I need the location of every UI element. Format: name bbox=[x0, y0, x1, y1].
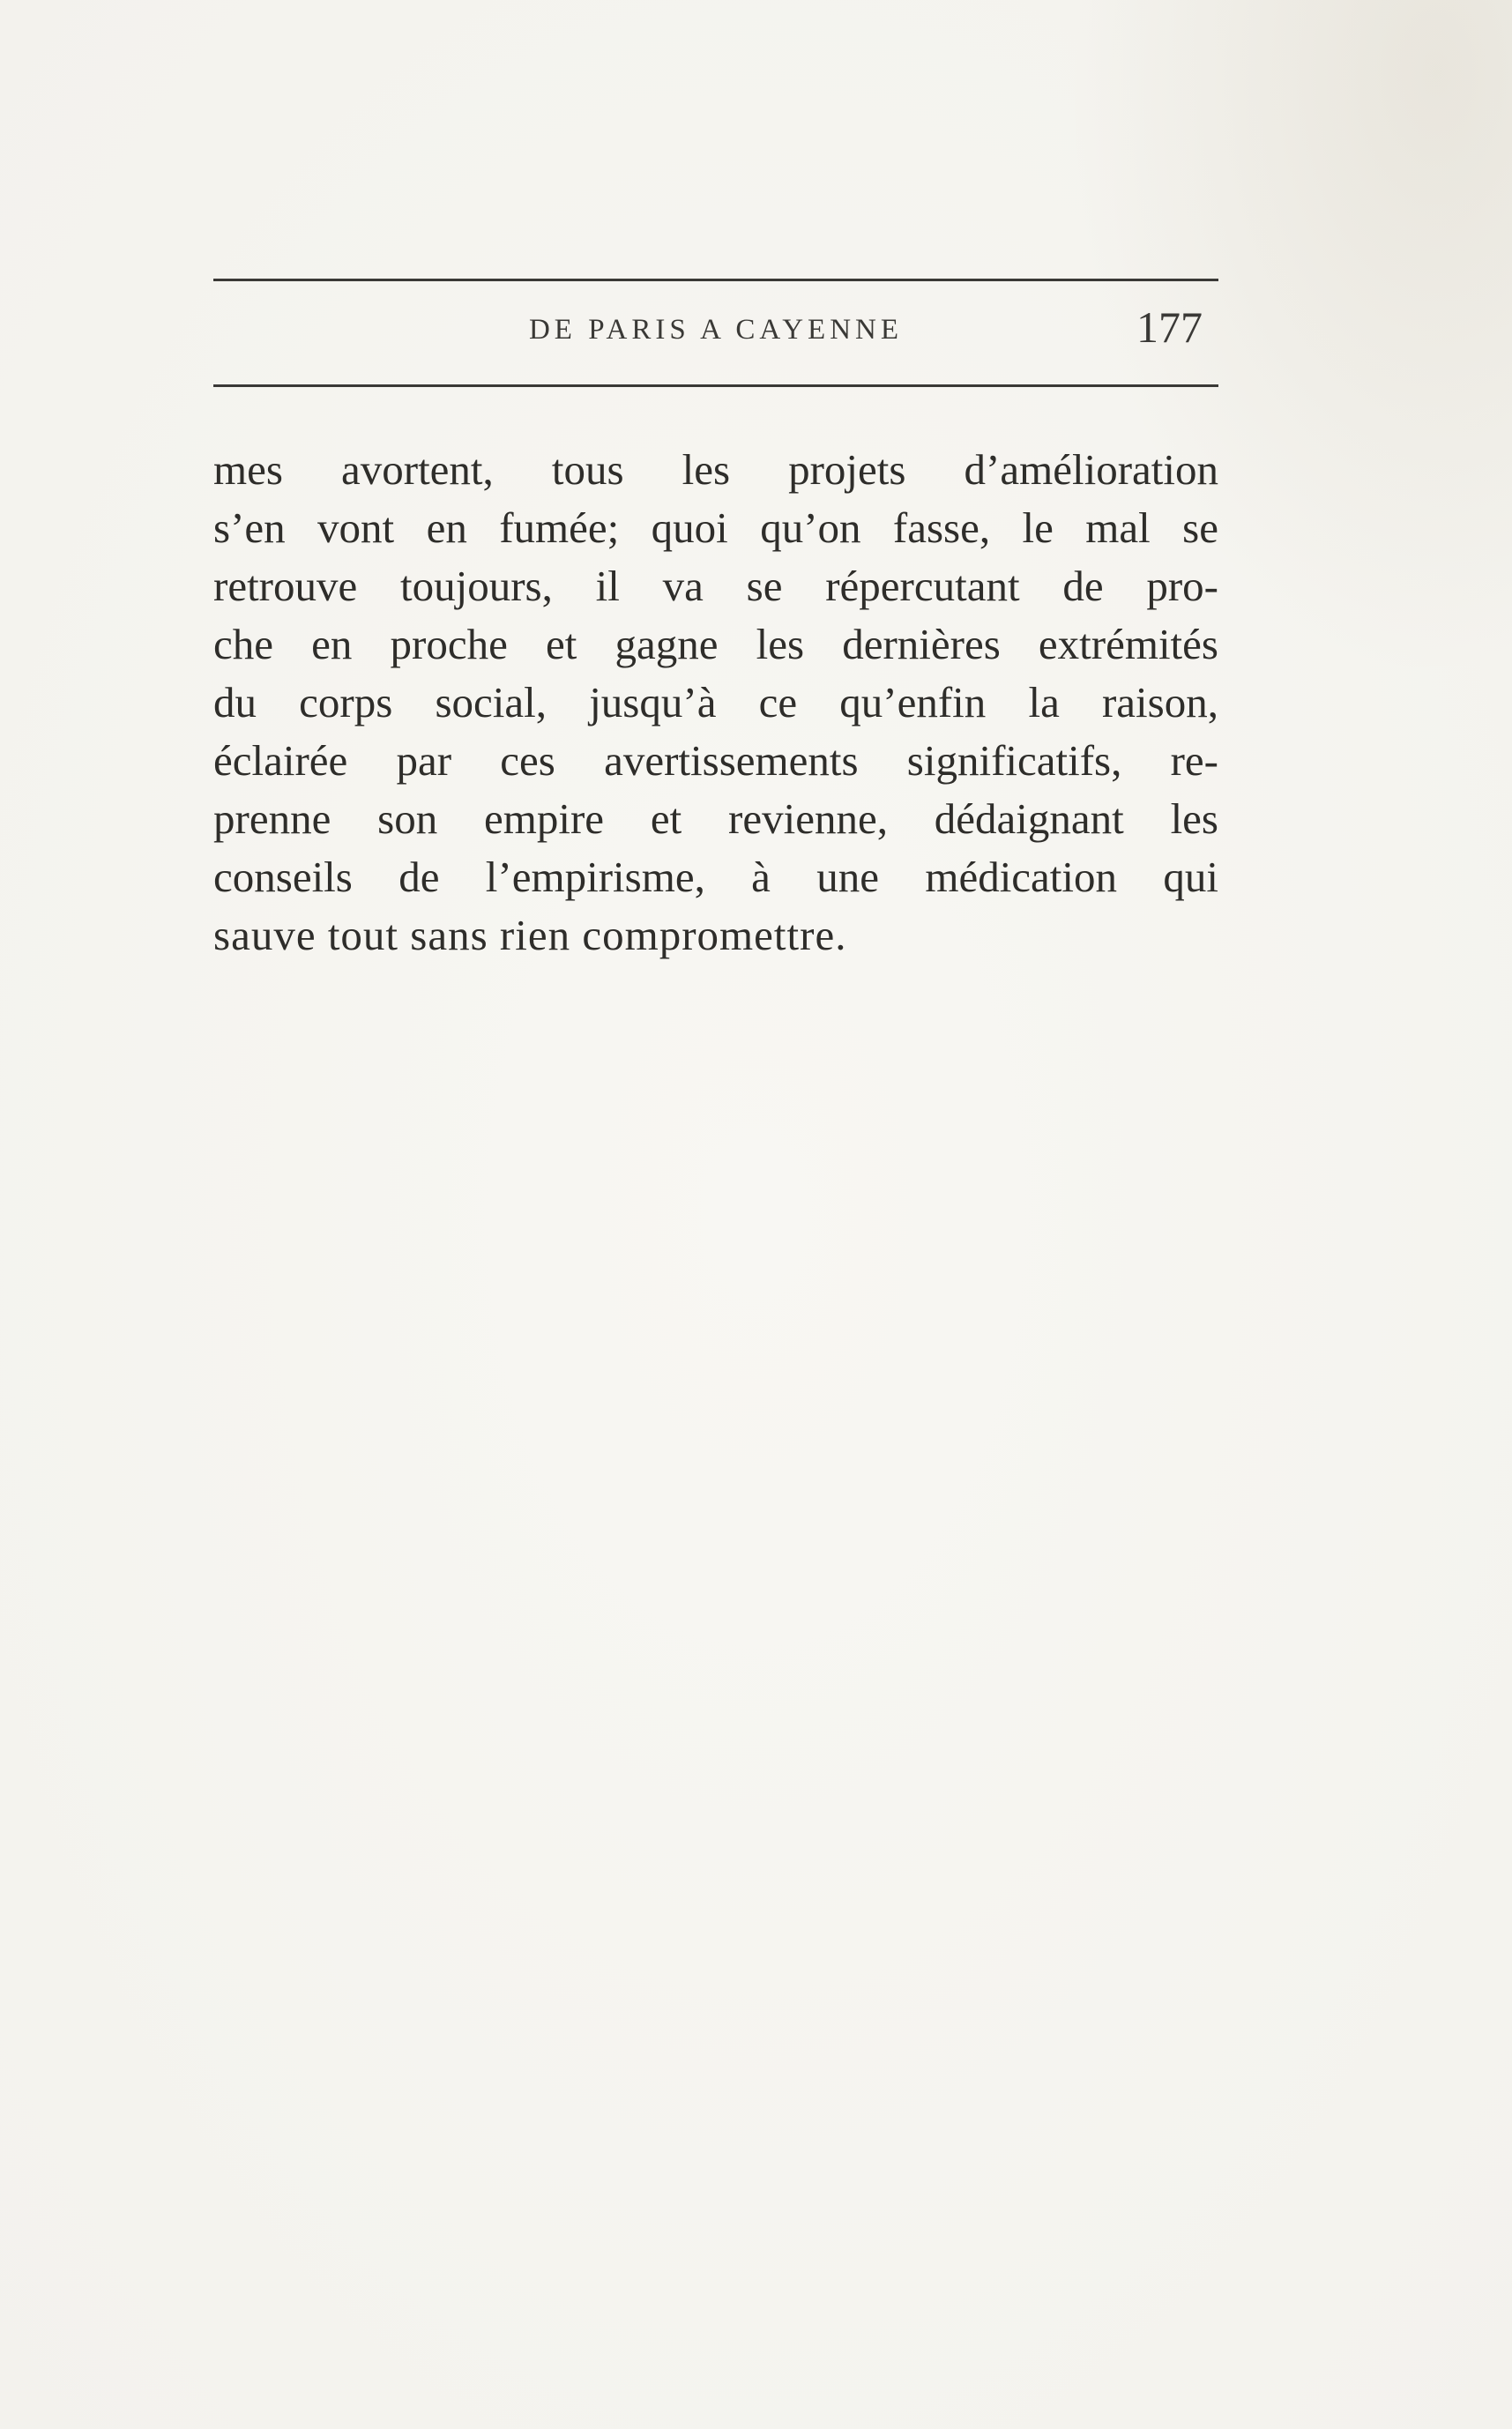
body-text bbox=[213, 441, 1218, 965]
text-line-last: sauve tout sans rien compromettre. bbox=[213, 911, 847, 959]
text-line: prenne son empire et revienne, dédaignant les bbox=[213, 794, 1218, 843]
page-header bbox=[213, 296, 1218, 367]
text-line: retrouve toujours, il va se répercutant de pro- bbox=[213, 562, 1218, 610]
text-line: che en proche et gagne les dernières extrémités bbox=[213, 620, 1218, 668]
page-number: 177 bbox=[1136, 302, 1203, 352]
text-line: éclairée par ces avertissements significatifs, re- bbox=[213, 736, 1218, 785]
text-line: du corps social, jusqu’à ce qu’enfin la raison, bbox=[213, 678, 1218, 726]
text-line: s’en vont en fumée; quoi qu’on fasse, le mal se bbox=[213, 503, 1218, 552]
running-title: DE PARIS A CAYENNE bbox=[528, 314, 904, 346]
text-line: conseils de l’empirisme, à une médication qui bbox=[213, 853, 1218, 901]
header-bottom-rule bbox=[213, 384, 1218, 387]
header-top-rule bbox=[213, 279, 1218, 281]
text-line: mes avortent, tous les projets d’amélioration bbox=[213, 445, 1218, 494]
